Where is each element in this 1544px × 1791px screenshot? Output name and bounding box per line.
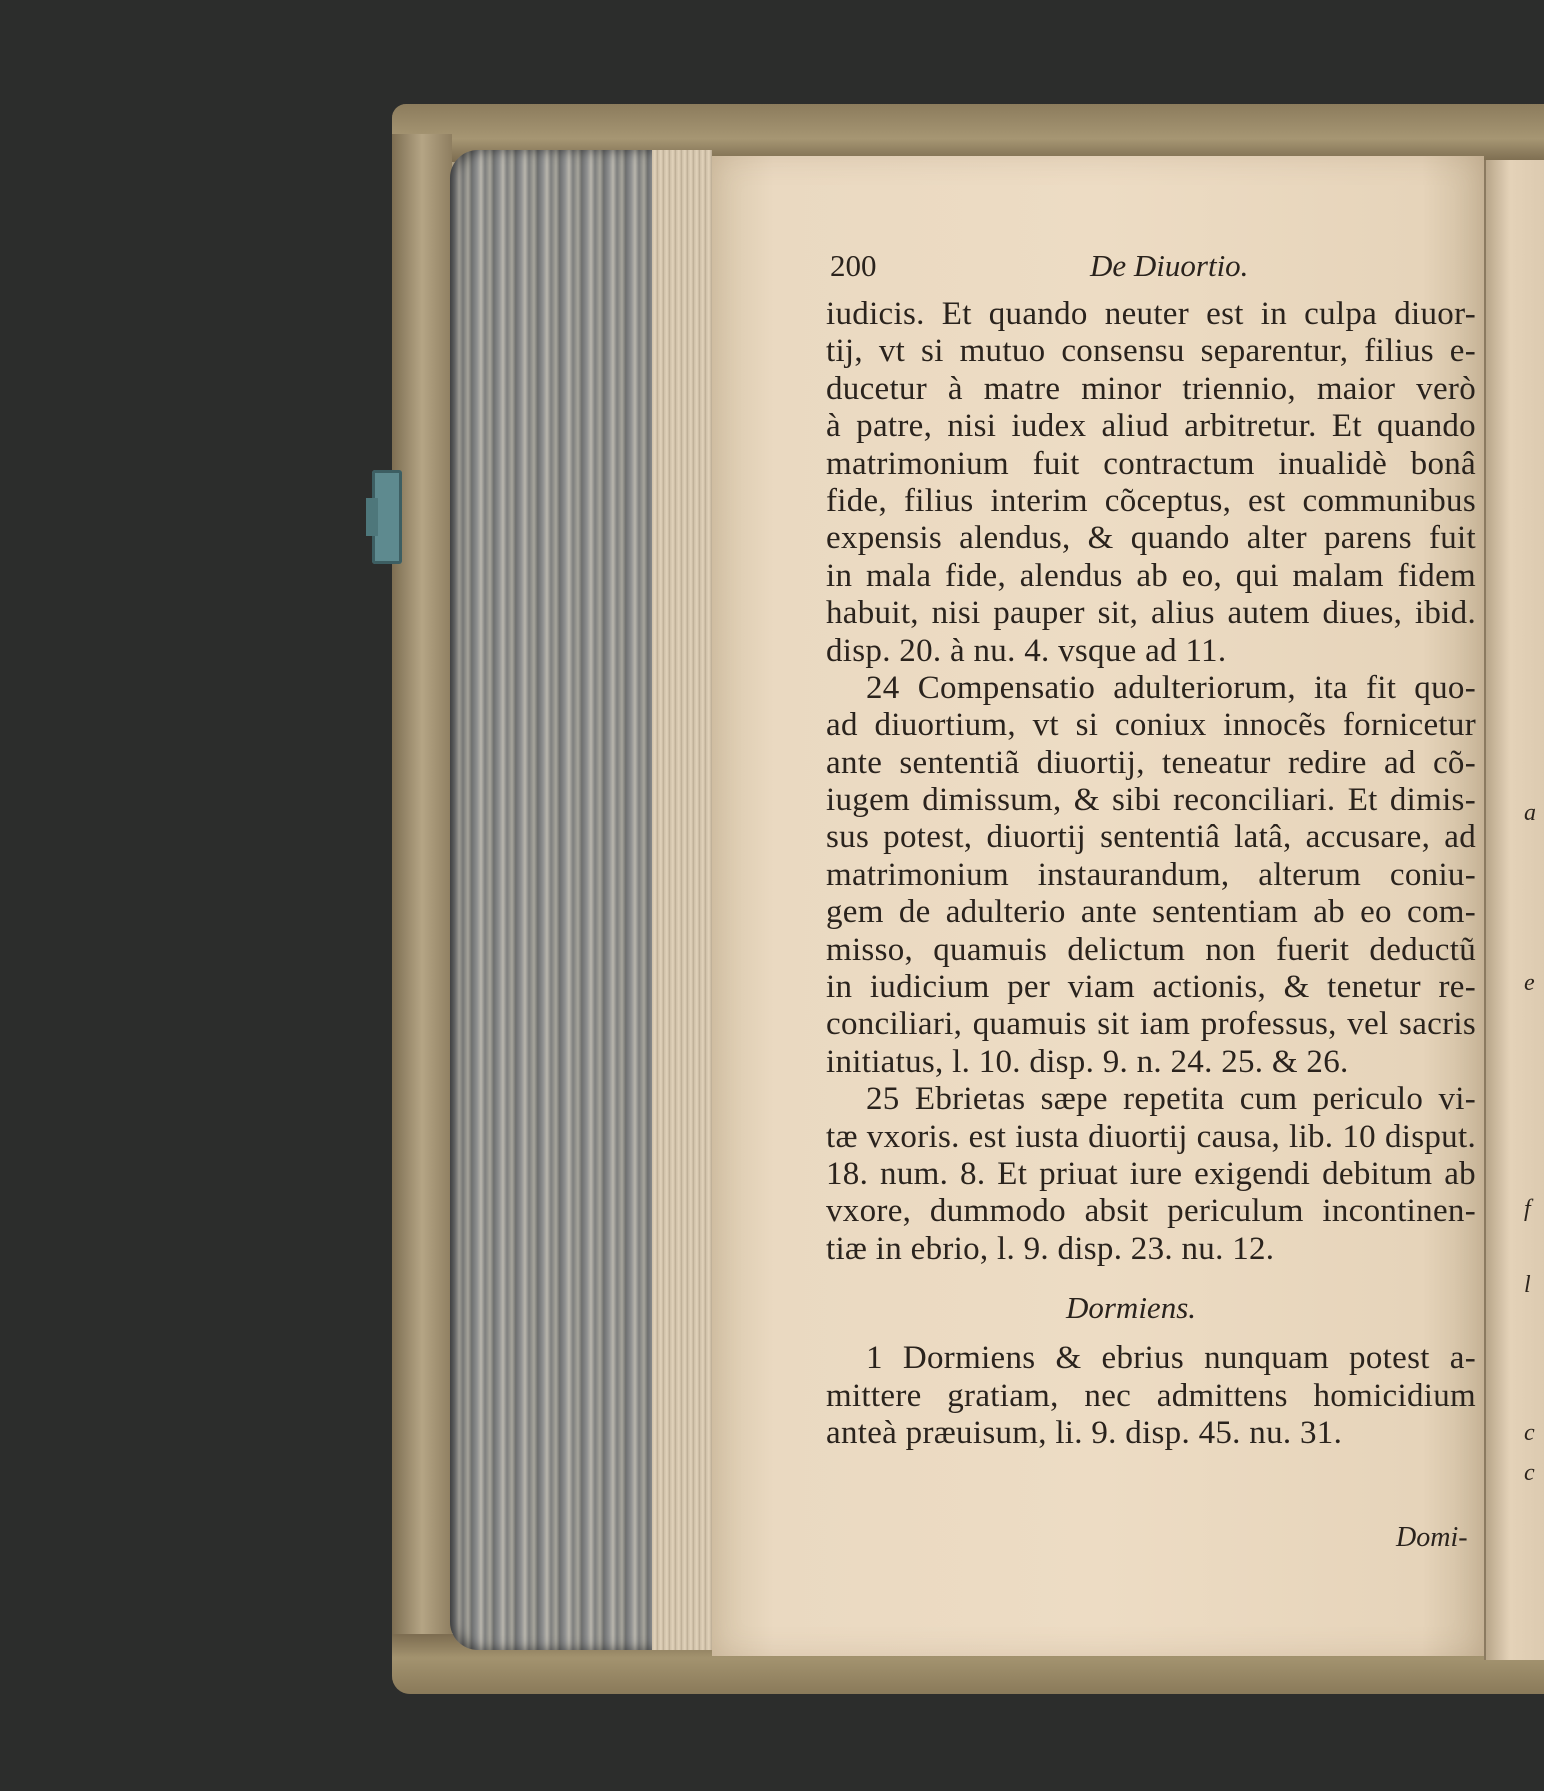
text-line: initiatus, l. 10. disp. 9. n. 24. 25. & 26. [826,1043,1349,1080]
text-line: misso, quamuis delictum non fuerit deductũ [826,931,1476,968]
facing-page-fragment: c [1524,1460,1535,1486]
clasp-icon [372,470,402,564]
running-title: De Diuortio. [1090,248,1249,283]
facing-page-fragment: a [1524,800,1536,826]
facing-page-fragment: e [1524,970,1535,996]
facing-page-edge [1484,160,1544,1660]
facing-page-fragment: c [1524,1420,1535,1446]
text-line: anteà præuisum, li. 9. disp. 45. nu. 31. [826,1414,1343,1451]
text-line: vxore, dummodo absit periculum incontinen- [826,1193,1476,1230]
page-edges [450,150,712,1650]
text-line: 24 Compensatio adulteriorum, ita fit quo- [866,669,1476,706]
text-line: à patre, nisi iudex aliud arbitretur. Et quando [826,408,1476,445]
text-line: fide, filius interim cõceptus, est communibus [826,482,1476,519]
text-line: in iudicium per viam actionis, & tenetur re- [826,969,1476,1006]
page-body [826,296,1476,1452]
text-line: conciliari, quamuis sit iam professus, vel sacris [826,1006,1476,1043]
text-line: ducetur à matre minor triennio, maior verò [826,370,1476,407]
text-line: 18. num. 8. Et priuat iure exigendi debitum ab [826,1155,1476,1192]
text-line: matrimonium instaurandum, alterum coniu- [826,856,1476,893]
text-line: tij, vt si mutuo consensu separentur, filius e- [826,333,1476,370]
catchword: Domi- [1396,1522,1468,1553]
facing-page-fragment: f [1524,1196,1531,1222]
text-line: ad diuortium, vt si coniux innocẽs fornicetur [826,707,1476,744]
text-line: 25 Ebrietas sæpe repetita cum periculo vi- [866,1081,1476,1118]
cover-spine-edge [392,134,452,1664]
text-line: matrimonium fuit contractum inualidè bonâ [826,445,1476,482]
text-line: in mala fide, alendus ab eo, qui malam fidem [826,557,1476,594]
text-line: habuit, nisi pauper sit, alius autem diues, ibid. [826,595,1476,632]
facing-page-fragment: l [1524,1272,1531,1298]
text-line: iudicis. Et quando neuter est in culpa diuor- [826,296,1476,332]
text-line: tiæ in ebrio, l. 9. disp. 23. nu. 12. [826,1230,1275,1267]
text-line: gem de adulterio ante sententiam ab eo com- [826,894,1476,931]
page-number: 200 [830,248,877,283]
text-line: expensis alendus, & quando alter parens fuit [826,520,1476,557]
text-line: tæ vxoris. est iusta diuortij causa, lib. 10 disput. [826,1118,1476,1155]
text-line: 1 Dormiens & ebrius nunquam potest a- [866,1340,1476,1377]
text-line: disp. 20. à nu. 4. vsque ad 11. [826,632,1227,669]
page-header [830,248,1300,288]
text-line: sus potest, diuortij sententiâ latâ, accusare, ad [826,819,1476,856]
text-line: ante sententiã diuortij, teneatur redire ad cõ- [826,744,1476,781]
text-line: mittere gratiam, nec admittens homicidium [826,1377,1476,1414]
section-title: Dormiens. [1065,1290,1197,1326]
text-line: iugem dimissum, & sibi reconciliari. Et dimis- [826,782,1476,819]
